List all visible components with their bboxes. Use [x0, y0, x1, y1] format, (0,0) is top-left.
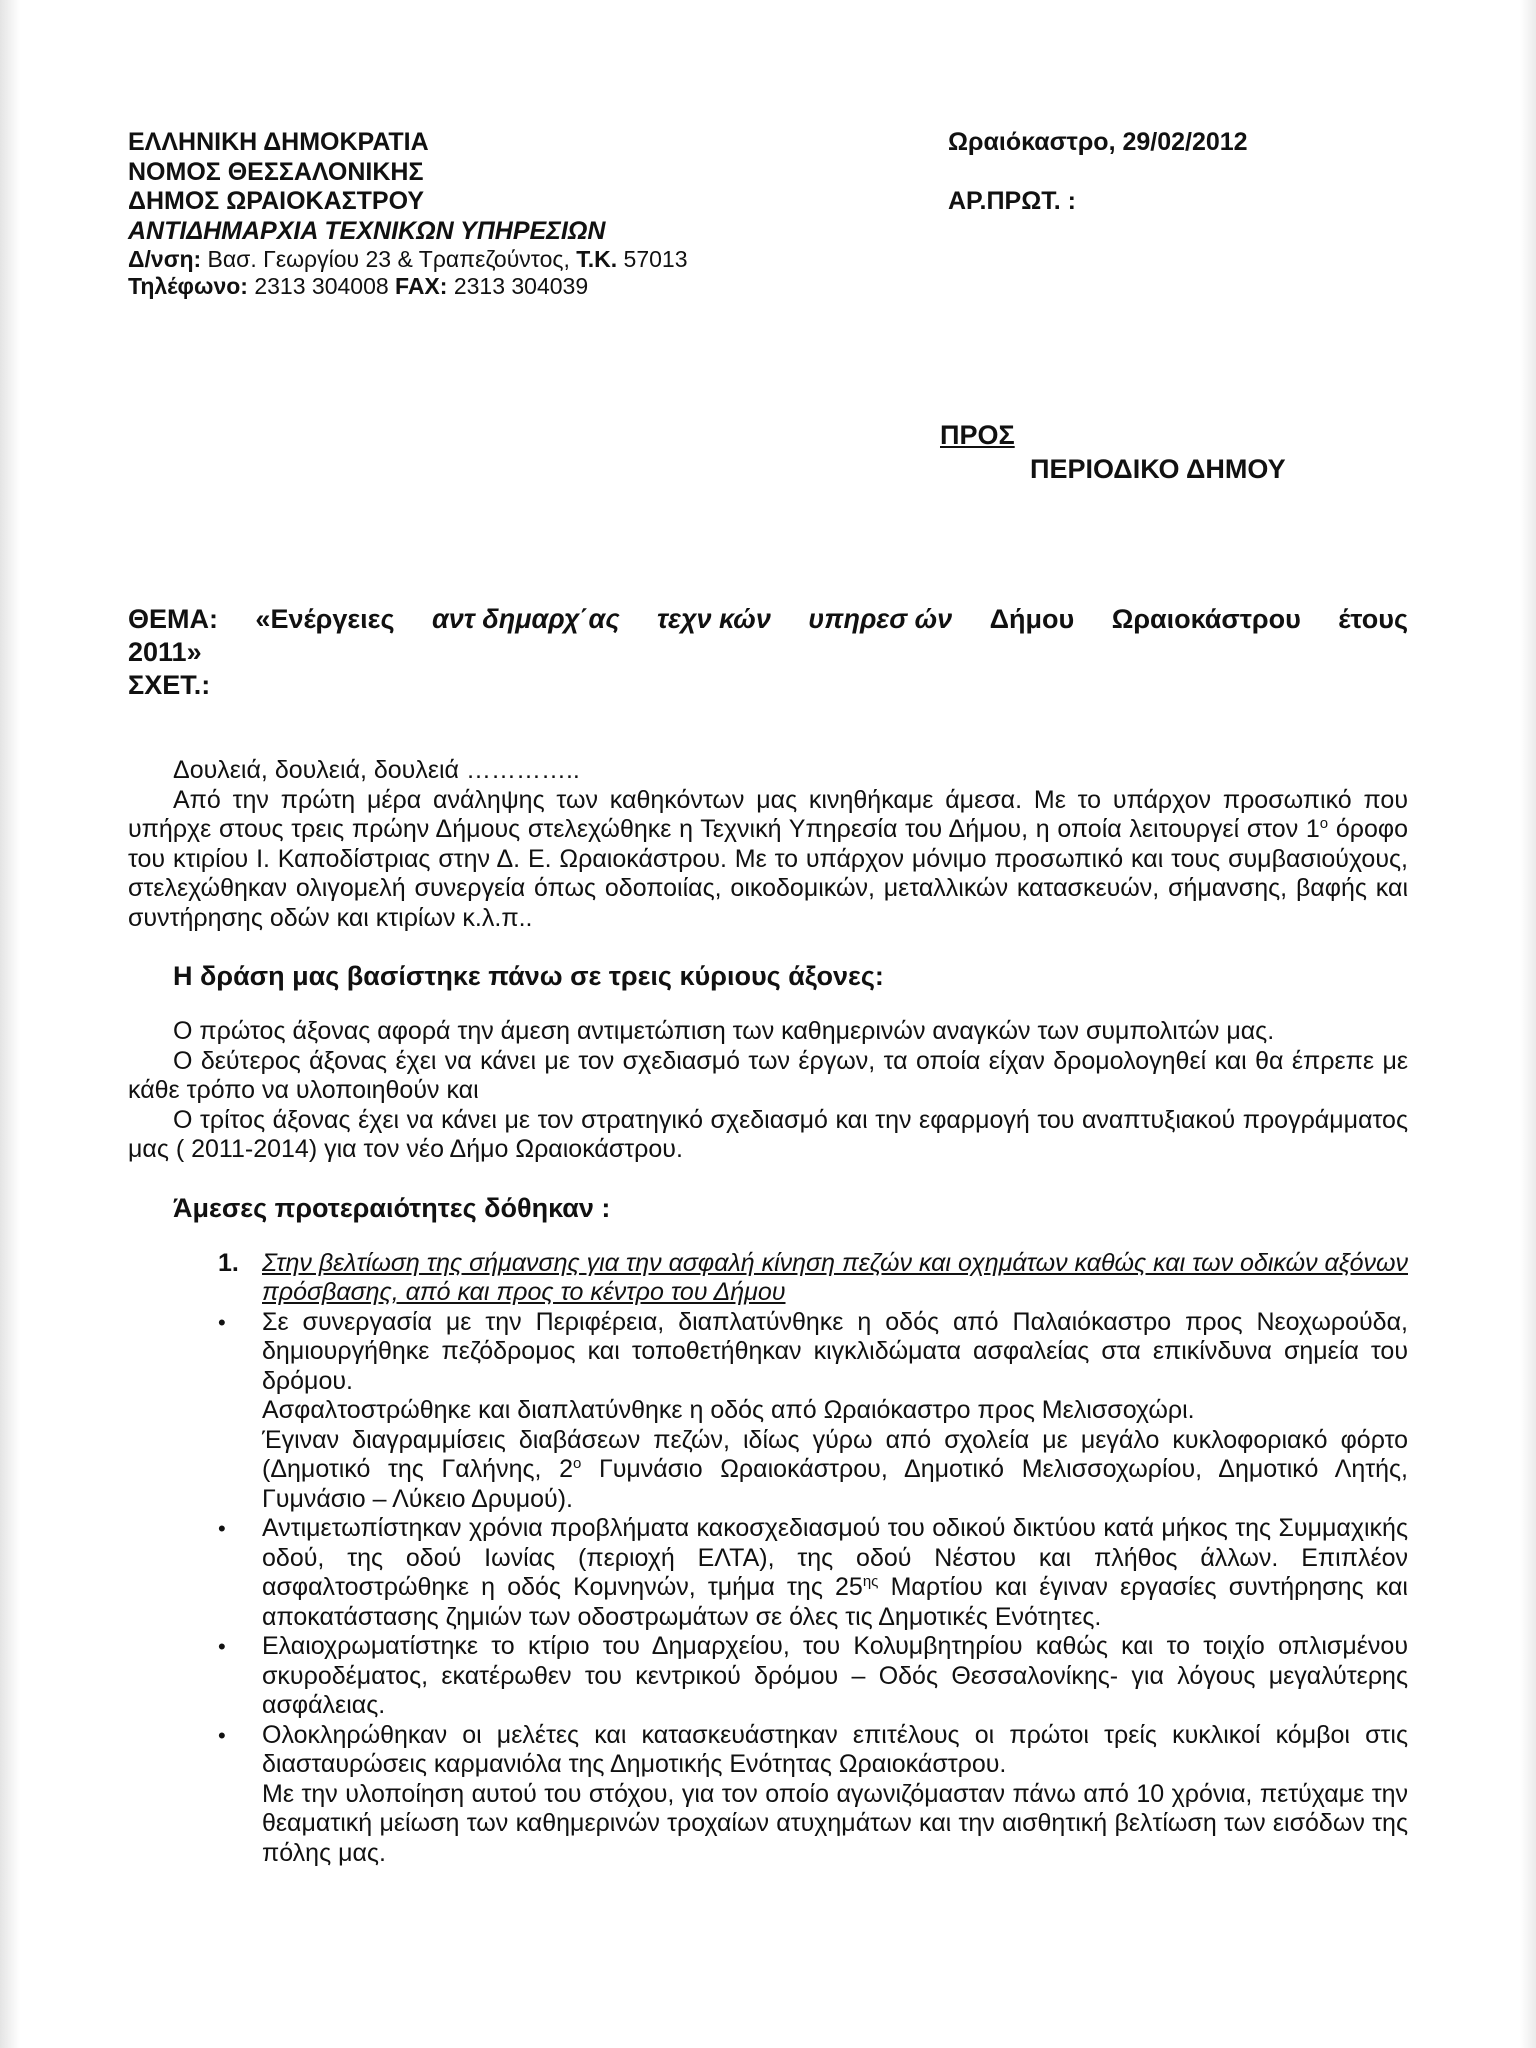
place-date: Ωραιόκαστρο, 29/02/2012: [948, 128, 1248, 156]
reference-label: ΣΧΕΤ.:: [128, 670, 211, 700]
page-shadow-left: [0, 0, 20, 2048]
header-prefecture: ΝΟΜΟΣ ΘΕΣΣΑΛΟΝΙΚΗΣ: [128, 157, 424, 186]
list-item: • Ολοκληρώθηκαν οι μελέτες και κατασκευάστηκαν επιτέλους οι πρώτοι τρείς κυκλικοί κόμβοι στις διασταυρώσεις καρμανιόλα της Δημοτικής Ενότητας Ωραιοκάστρου. Με την υλοποίηση αυτού του στόχου, για τον οποίο αγωνιζόμασταν πάνω από 10 χρόνια, πετύχαμε την θεαματική μείωση των καθημερινών τροχαίων ατυχημάτων και την αισθητική βελτίωση των εισόδων της πόλης μας.: [218, 1720, 1408, 1867]
date-block: [948, 128, 1408, 217]
intro-paragraph: Από την πρώτη μέρα ανάληψης των καθηκόντων μας κινηθήκαμε άμεσα. Με το υπάρχον προσωπικό που υπήρχε στους τρεις πρώην Δήμους στελεχώθηκε η Τεχνική Υπηρεσία του Δήμου, η οποία λειτουργεί στον $1^o$ όροφο του κτιρίου Ι. Καποδίστριας στην Δ. Ε. Ωραιοκάστρου. Με το υπάρχον μόνιμο προσωπικό και τους συμβασιούχους, στελεχώθηκαν ολιγομελή συνεργεία όπως οδοποιίας, οικοδομικών, μεταλλικών κατασκευών, σήμανσης, βαφής και συντήρησης οδών και κτιρίων κ.λ.π..: [128, 785, 1408, 932]
subject-line: ΘΕΜΑ: «Ενέργειες αντ δημαρχ΄ας τεχν κών υπηρεσ ών Δήμου Ωραιοκάστρου έτους: [128, 604, 1408, 634]
bullet-icon: •: [218, 1634, 226, 1659]
recipient-name: ΠΕΡΙΟΔΙΚΟ ΔΗΜΟΥ: [1030, 454, 1286, 484]
section-heading-axes: Η δράση μας βασίστηκε πάνω σε τρεις κύριους άξονες:: [173, 961, 884, 991]
priority-bullets: [128, 1308, 1408, 1869]
subject-year: 2011»: [128, 637, 202, 667]
list-item: • Σε συνεργασία με την Περιφέρεια, διαπλατύνθηκε η οδός από Παλαιόκαστρο προς Νεοχωρούδα, δημιουργήθηκε πεζόδρομος και τοποθετήθηκαν κιγκλιδώματα ασφαλείας στα επικίνδυνα σημεία του δρόμου. Ασφαλτοστρώθηκε και διαπλατύνθηκε η οδός από Ωραιόκαστρο προς Μελισσοχώρι. Έγιναν διαγραμμίσεις διαβάσεων πεζών, ιδίως γύρω από σχολεία με μεγάλο κυκλοφοριακό φόρτο (Δημοτικό της Γαλήνης, $2^o$ Γυμνάσιο Ωραιοκάστρου, Δημοτικό Μελισσοχωρίου, Δημοτικό Λητής, Γυμνάσιο – Λύκειο Δρυμού).: [218, 1307, 1408, 1513]
bullet-icon: •: [218, 1722, 226, 1748]
section-heading-priorities: Άμεσες προτεραιότητες δόθηκαν :: [173, 1192, 611, 1223]
protocol-number: ΑΡ.ΠΡΩΤ. :: [948, 187, 1076, 215]
sender-header: [128, 128, 928, 300]
header-contact: Τηλέφωνο: 2313 304008 FAX: 2313 304039: [128, 273, 589, 299]
list-item: • Ελαιοχρωματίστηκε το κτίριο του Δημαρχείου, του Κολυμβητηρίου καθώς και το τοιχίο οπλισμένου σκυροδέματος, εκατέρωθεν του κεντρικού δρόμου – Οδός Θεσσαλονίκης- για λόγους μεγαλύτερης ασφάλειας.: [218, 1632, 1408, 1719]
recipient-block: [940, 418, 1286, 486]
recipient-label: ΠΡΟΣ: [940, 420, 1015, 450]
axis-third: Ο τρίτος άξονας έχει να κάνει με τον στρατηγικό σχεδιασμό και την εφαρμογή του αναπτυξιακού προγράμματος μας ( 2011-2014) για τον νέο Δήμο Ωραιοκάστρου.: [128, 1105, 1408, 1163]
item-title: Στην βελτίωση της σήμανσης για την ασφαλή κίνηση πεζών και οχημάτων καθώς και των οδικών αξόνων πρόσβασης, από και προς το κέντρο του Δήμου: [262, 1248, 1408, 1306]
intro-line: Δουλειά, δουλειά, δουλειά …………..: [173, 756, 580, 784]
list-item: • Αντιμετωπίστηκαν χρόνια προβλήματα κακοσχεδιασμού του οδικού δικτύου κατά μήκος της Συμμαχικής οδού, της οδού Ιωνίας (περιοχή ΕΛΤΑ), της οδού Νέστου και πλήθος άλλων. Επιπλέον ασφαλτοστρώθηκε η οδός Κομνηνών, τμήμα της $25^{\eta\varsigma}$ Μαρτίου και έγιναν εργασίες συντήρησης και αποκατάστασης ζημιών των οδοστρωμάτων σε όλες τις Δημοτικές Ενότητες.: [218, 1514, 1408, 1631]
item-number: 1.: [218, 1248, 239, 1277]
axis-second: Ο δεύτερος άξονας έχει να κάνει με τον σχεδιασμό των έργων, τα οποία είχαν δρομολογηθεί και θα έπρεπε με κάθε τρόπο να υλοποιηθούν και: [128, 1046, 1408, 1104]
bullet-icon: •: [218, 1516, 226, 1541]
letter-body: [128, 756, 1408, 1868]
header-department: ΑΝΤΙΔΗΜΑΡΧΙΑ ΤΕΧΝΙΚΩΝ ΥΠΗΡΕΣΙΩΝ: [128, 216, 606, 245]
page-shadow-right: [1520, 0, 1536, 2048]
header-municipality: ΔΗΜΟΣ ΩΡΑΙΟΚΑΣΤΡΟΥ: [128, 187, 425, 215]
header-country: ΕΛΛΗΝΙΚΗ ΔΗΜΟΚΡΑΤΙΑ: [128, 128, 429, 156]
axis-first: Ο πρώτος άξονας αφορά την άμεση αντιμετώπιση των καθημερινών αναγκών των συμπολιτών μας.: [173, 1017, 1275, 1045]
bullet-icon: •: [218, 1309, 226, 1335]
priority-item-1: [128, 1249, 1408, 1308]
subject-block: [128, 603, 1408, 702]
header-address: Δ/νση: Βασ. Γεωργίου 23 & Τραπεζούντος, Τ.Κ. 57013: [128, 246, 688, 272]
